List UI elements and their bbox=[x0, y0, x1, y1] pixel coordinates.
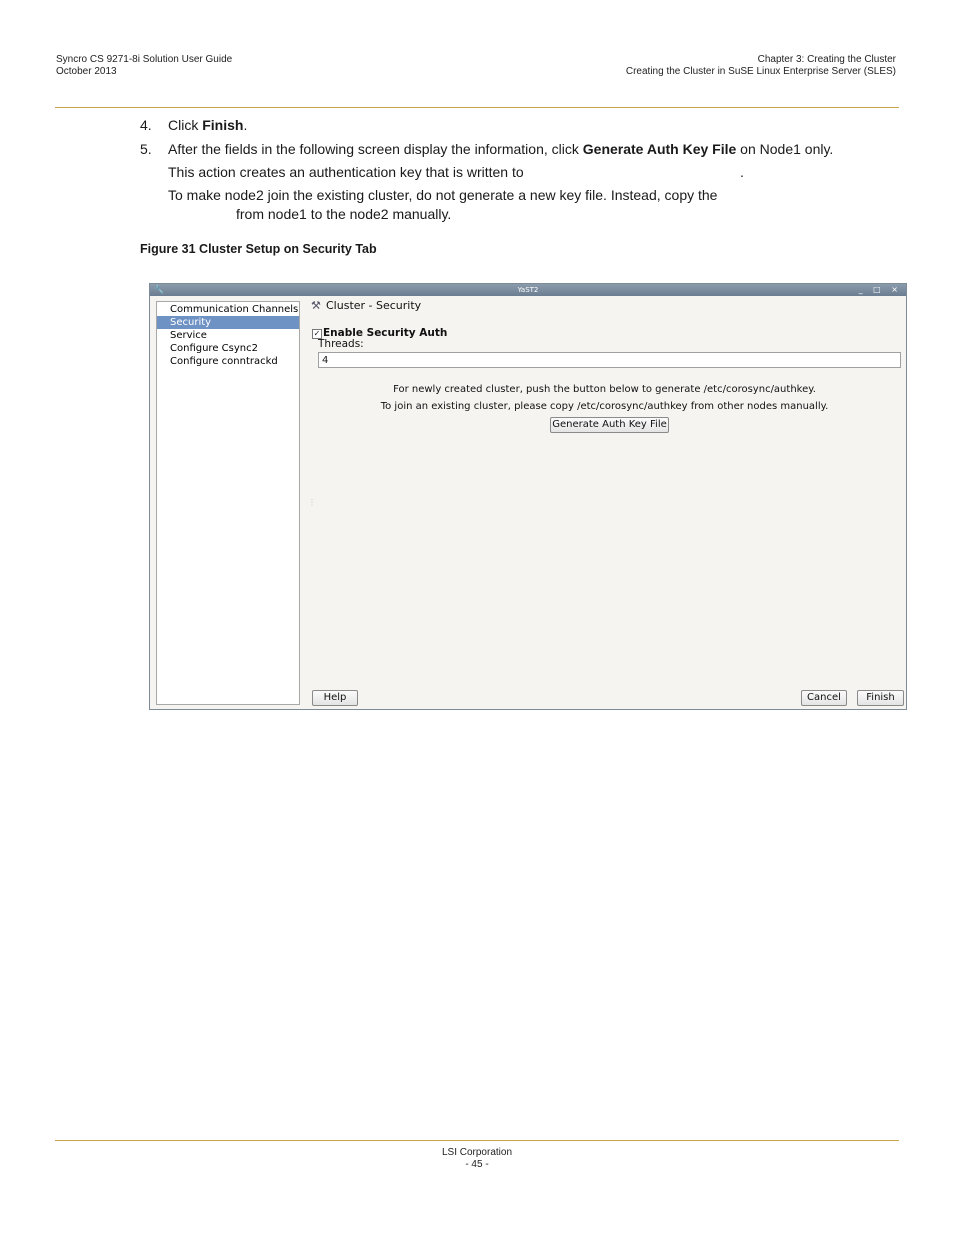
generate-auth-key-file-button[interactable]: Generate Auth Key File bbox=[550, 417, 669, 433]
content-panel bbox=[308, 298, 901, 704]
splitter-handle[interactable]: ⋮ bbox=[308, 498, 316, 507]
info-text-new-cluster: For newly created cluster, push the button below to generate /etc/corosync/authkey. bbox=[393, 384, 816, 395]
threads-input[interactable]: 4 bbox=[318, 352, 901, 368]
step-5-post: on Node1 only. bbox=[736, 141, 834, 157]
section-title: Creating the Cluster in SuSE Linux Enterprise Server (SLES) bbox=[625, 66, 896, 77]
nav-panel bbox=[156, 301, 300, 705]
step-4-bold: Finish bbox=[202, 117, 244, 133]
figure-caption: Figure 31 Cluster Setup on Security Tab bbox=[140, 242, 377, 256]
help-button[interactable]: Help bbox=[312, 690, 358, 706]
step-4-pre: Click bbox=[168, 117, 203, 133]
footer-page-number: - 45 - bbox=[465, 1159, 489, 1170]
doc-title: Syncro CS 9271-8i Solution User Guide bbox=[56, 54, 233, 65]
join-paragraph-line1: To make node2 join the existing cluster, do not generate a new key file. Instead, copy the bbox=[168, 187, 718, 203]
chapter-title: Chapter 3: Creating the Cluster bbox=[757, 54, 896, 65]
window-titlebar bbox=[150, 284, 906, 296]
join-paragraph-line2: from node1 to the node2 manually. bbox=[236, 206, 452, 222]
window-controls[interactable]: _ □ × bbox=[858, 285, 902, 294]
auth-key-paragraph: This action creates an authentication key that is written to bbox=[168, 164, 524, 180]
cluster-settings-icon: ⚒ bbox=[311, 299, 321, 312]
window-title: YaST2 bbox=[517, 286, 539, 294]
info-text-join-cluster: To join an existing cluster, please copy /etc/corosync/authkey from other nodes manually. bbox=[380, 401, 829, 412]
step-5-pre: After the fields in the following screen display the information, click bbox=[168, 141, 583, 157]
nav-item-configure-csync2[interactable]: Configure Csync2 bbox=[170, 343, 258, 354]
step-4-number: 4. bbox=[140, 117, 152, 133]
footer-rule bbox=[55, 1140, 899, 1141]
nav-item-security[interactable]: Security bbox=[157, 316, 299, 329]
auth-key-period: . bbox=[740, 164, 744, 180]
step-5-text bbox=[168, 140, 833, 158]
step-4-post: . bbox=[243, 117, 248, 133]
step-5-number: 5. bbox=[140, 141, 152, 157]
cancel-button[interactable]: Cancel bbox=[801, 690, 847, 706]
nav-item-service[interactable]: Service bbox=[170, 330, 207, 341]
enable-security-auth-checkbox[interactable]: ✓ bbox=[313, 329, 321, 338]
wrench-icon[interactable]: 🔧 bbox=[154, 285, 164, 294]
header-rule bbox=[55, 107, 899, 108]
header-left bbox=[56, 54, 232, 78]
header-right bbox=[626, 54, 896, 78]
threads-label: Threads: bbox=[318, 338, 364, 350]
yast-window bbox=[149, 283, 907, 710]
step-5-bold: Generate Auth Key File bbox=[582, 141, 737, 157]
footer-company: LSI Corporation bbox=[441, 1147, 513, 1158]
enable-security-auth-label[interactable]: Enable Security Auth bbox=[323, 327, 448, 339]
doc-date: October 2013 bbox=[56, 66, 117, 77]
step-4-text bbox=[168, 116, 247, 134]
finish-button[interactable]: Finish bbox=[857, 690, 904, 706]
section-heading: Cluster - Security bbox=[326, 299, 422, 312]
nav-item-communication-channels[interactable]: Communication Channels bbox=[170, 304, 299, 315]
nav-item-configure-conntrackd[interactable]: Configure conntrackd bbox=[170, 356, 278, 367]
